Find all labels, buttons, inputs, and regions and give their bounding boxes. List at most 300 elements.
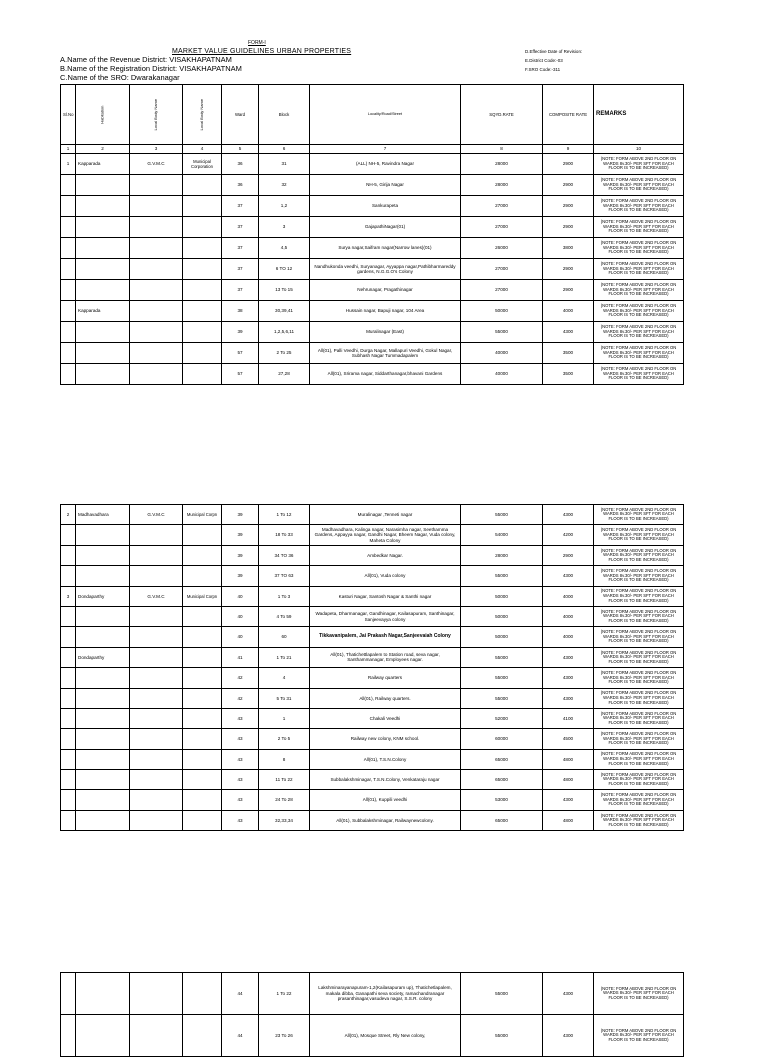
ward-cell: 38 — [222, 301, 259, 322]
ward-cell: 41 — [222, 647, 259, 667]
sqyd-rate-cell: 60000 — [461, 729, 543, 749]
col-header-habitation: Habitation — [76, 85, 130, 145]
habitation-cell — [76, 1015, 130, 1057]
remarks-cell: (NOTE: FORM ABOVE 2ND FLOOR ON WARDS 8v.30/- PER SFT FOR EACH FLOOR IS TO BE INCREASED) — [594, 668, 684, 688]
remarks-cell: (NOTE: FORM ABOVE 2ND FLOOR ON WARDS 8v.30/- PER SFT FOR EACH FLOOR IS TO BE INCREASED) — [594, 280, 684, 301]
locality-cell: Railway new colony, KNM school. — [310, 729, 461, 749]
col-header-composite-rate: COMPOSITE RATE — [543, 85, 594, 145]
habitation-cell — [76, 790, 130, 810]
habitation-cell — [76, 770, 130, 790]
table-row — [61, 259, 684, 280]
local-body-type-cell — [183, 1015, 222, 1057]
block-cell: 32 — [259, 175, 310, 196]
table-row — [61, 729, 684, 749]
local-body-type-cell — [183, 196, 222, 217]
habitation-cell — [76, 238, 130, 259]
table-row — [61, 586, 684, 606]
local-body-cell — [130, 810, 183, 830]
col-header-local-body: Local Body Name — [130, 85, 183, 145]
habitation-cell — [76, 196, 130, 217]
col-number: 6 — [259, 145, 310, 154]
local-body-cell — [130, 729, 183, 749]
table-row — [61, 364, 684, 385]
locality-cell: Muralinagar (East) — [310, 322, 461, 343]
composite-rate-cell: 2900 — [543, 217, 594, 238]
ward-cell: 44 — [222, 1015, 259, 1057]
slno-cell — [61, 343, 76, 364]
ward-cell: 37 — [222, 217, 259, 238]
habitation-cell — [76, 217, 130, 238]
habitation-cell: Kapparada — [76, 301, 130, 322]
table-row — [61, 790, 684, 810]
col-number: 4 — [183, 145, 222, 154]
local-body-type-cell — [183, 668, 222, 688]
local-body-cell — [130, 343, 183, 364]
locality-cell: All(01), Thatichettlapalem to Station road, seva nagar, Santhammanagar, Employees nagar. — [310, 647, 461, 667]
locality-cell: All(01), Vuda colony — [310, 566, 461, 586]
composite-rate-cell: 2900 — [543, 545, 594, 565]
ward-cell: 39 — [222, 505, 259, 525]
ward-cell: 40 — [222, 627, 259, 647]
ward-cell: 37 — [222, 280, 259, 301]
col-number: 3 — [130, 145, 183, 154]
table-row — [61, 238, 684, 259]
local-body-type-cell — [183, 280, 222, 301]
block-cell: 37 TO 63 — [259, 566, 310, 586]
composite-rate-cell: 4300 — [543, 1015, 594, 1057]
ward-cell: 39 — [222, 322, 259, 343]
block-cell: 3 — [259, 217, 310, 238]
locality-cell: All(01), Railway quarters. — [310, 688, 461, 708]
local-body-type-cell — [183, 749, 222, 769]
remarks-cell: (NOTE: FORM ABOVE 2ND FLOOR ON WARDS 8v.30/- PER SFT FOR EACH FLOOR IS TO BE INCREASED) — [594, 566, 684, 586]
sqyd-rate-cell: 28000 — [461, 175, 543, 196]
habitation-cell — [76, 280, 130, 301]
composite-rate-cell: 2900 — [543, 154, 594, 175]
composite-rate-cell: 4000 — [543, 606, 594, 626]
ward-cell: 39 — [222, 566, 259, 586]
col-header-ward: Ward — [222, 85, 259, 145]
local-body-type-cell — [183, 364, 222, 385]
col-header-locality: Locality/Road/Street — [310, 85, 461, 145]
col-header-remarks: REMARKS — [594, 85, 684, 145]
remarks-cell: (NOTE: FORM ABOVE 2ND FLOOR ON WARDS 8v.30/- PER SFT FOR EACH FLOOR IS TO BE INCREASED) — [594, 154, 684, 175]
composite-rate-cell: 4300 — [543, 647, 594, 667]
block-cell: 32,33,34 — [259, 810, 310, 830]
slno-cell — [61, 647, 76, 667]
sqyd-rate-cell: 55000 — [461, 505, 543, 525]
col-header-block: Block — [259, 85, 310, 145]
sqyd-rate-cell: 55000 — [461, 1015, 543, 1057]
remarks-cell: (NOTE: FORM ABOVE 2ND FLOOR ON WARDS 8v.30/- PER SFT FOR EACH FLOOR IS TO BE INCREASED) — [594, 606, 684, 626]
remarks-cell: (NOTE: FORM ABOVE 2ND FLOOR ON WARDS 8v.30/- PER SFT FOR EACH FLOOR IS TO BE INCREASED) — [594, 259, 684, 280]
ward-cell: 36 — [222, 175, 259, 196]
table-row — [61, 280, 684, 301]
form-label: FORM-I — [248, 40, 266, 46]
col-number: 5 — [222, 145, 259, 154]
local-body-cell — [130, 790, 183, 810]
local-body-cell — [130, 364, 183, 385]
block-cell: 11 To 22 — [259, 770, 310, 790]
sqyd-rate-cell: 55000 — [461, 973, 543, 1015]
local-body-cell — [130, 301, 183, 322]
slno-cell — [61, 364, 76, 385]
page-title: MARKET VALUE GUIDELINES URBAN PROPERTIES — [172, 48, 352, 55]
table-row — [61, 1015, 684, 1057]
ward-cell: 39 — [222, 545, 259, 565]
sqyd-rate-cell: 27000 — [461, 196, 543, 217]
habitation-cell — [76, 364, 130, 385]
slno-cell — [61, 688, 76, 708]
locality-cell: Sankurapeta — [310, 196, 461, 217]
block-cell: 1,2 — [259, 196, 310, 217]
composite-rate-cell: 4800 — [543, 810, 594, 830]
column-number-row — [61, 145, 684, 154]
local-body-cell — [130, 217, 183, 238]
block-cell: 4,5 — [259, 238, 310, 259]
composite-rate-cell: 4100 — [543, 708, 594, 728]
block-cell: 1,2,5,6,11 — [259, 322, 310, 343]
local-body-type-cell — [183, 545, 222, 565]
table-row — [61, 196, 684, 217]
slno-cell — [61, 545, 76, 565]
sqyd-rate-cell: 55000 — [461, 668, 543, 688]
habitation-cell — [76, 343, 130, 364]
habitation-cell — [76, 322, 130, 343]
slno-cell — [61, 217, 76, 238]
block-cell: 1 To 12 — [259, 505, 310, 525]
ward-cell: 43 — [222, 749, 259, 769]
sro-code: F.SRO Code:-311 — [525, 67, 561, 72]
local-body-type-cell — [183, 688, 222, 708]
local-body-type-cell: Municipal Corpn — [183, 586, 222, 606]
habitation-cell — [76, 749, 130, 769]
ward-cell: 57 — [222, 364, 259, 385]
composite-rate-cell: 4300 — [543, 566, 594, 586]
habitation-cell: Kapparada — [76, 154, 130, 175]
locality-cell: Nandhukonda veedhi, Suryanagar, Ayyappa nagar,Pathibharmareddy gardens, N.G.G.O's Colony — [310, 259, 461, 280]
block-cell: 60 — [259, 627, 310, 647]
sqyd-rate-cell: 55000 — [461, 688, 543, 708]
table-row — [61, 545, 684, 565]
block-cell: 2 To 5 — [259, 729, 310, 749]
effective-date: D.Effective Date of Revision: — [525, 49, 583, 54]
table-row — [61, 810, 684, 830]
valuation-table-page3 — [60, 972, 684, 1057]
local-body-type-cell: Municipal Corporation — [183, 154, 222, 175]
block-cell: 30,39,41 — [259, 301, 310, 322]
local-body-type-cell — [183, 259, 222, 280]
local-body-cell — [130, 175, 183, 196]
local-body-type-cell — [183, 566, 222, 586]
slno-cell — [61, 566, 76, 586]
slno-cell — [61, 790, 76, 810]
remarks-cell: (NOTE: FORM ABOVE 2ND FLOOR ON WARDS 8v.30/- PER SFT FOR EACH FLOOR IS TO BE INCREASED) — [594, 238, 684, 259]
ward-cell: 42 — [222, 668, 259, 688]
slno-cell: 3 — [61, 586, 76, 606]
slno-cell — [61, 606, 76, 626]
locality-cell: Chakali Veedhi — [310, 708, 461, 728]
remarks-cell: (NOTE: FORM ABOVE 2ND FLOOR ON WARDS 8v.30/- PER SFT FOR EACH FLOOR IS TO BE INCREASED) — [594, 790, 684, 810]
habitation-cell — [76, 606, 130, 626]
sqyd-rate-cell: 40000 — [461, 343, 543, 364]
slno-cell — [61, 708, 76, 728]
local-body-type-cell — [183, 708, 222, 728]
table-row — [61, 566, 684, 586]
ward-cell: 39 — [222, 525, 259, 545]
local-body-cell: G.V.M.C — [130, 154, 183, 175]
sqyd-rate-cell: 28000 — [461, 545, 543, 565]
local-body-cell — [130, 238, 183, 259]
sqyd-rate-cell: 27000 — [461, 280, 543, 301]
habitation-cell — [76, 973, 130, 1015]
habitation-cell: Dondaparthy — [76, 647, 130, 667]
local-body-cell — [130, 973, 183, 1015]
local-body-type-cell — [183, 790, 222, 810]
slno-cell — [61, 259, 76, 280]
local-body-type-cell — [183, 810, 222, 830]
remarks-cell: (NOTE: FORM ABOVE 2ND FLOOR ON WARDS 8v.30/- PER SFT FOR EACH FLOOR IS TO BE INCREASED) — [594, 749, 684, 769]
remarks-cell: (NOTE: FORM ABOVE 2ND FLOOR ON WARDS 8v.30/- PER SFT FOR EACH FLOOR IS TO BE INCREASED) — [594, 708, 684, 728]
table-row — [61, 525, 684, 545]
locality-cell: GajapathiNagar(01) — [310, 217, 461, 238]
local-body-type-cell: Municipal Corpn — [183, 505, 222, 525]
remarks-cell: (NOTE: FORM ABOVE 2ND FLOOR ON WARDS 8v.30/- PER SFT FOR EACH FLOOR IS TO BE INCREASED) — [594, 343, 684, 364]
slno-cell — [61, 668, 76, 688]
local-body-cell — [130, 525, 183, 545]
locality-cell: Tikkavanipalem, Jai Prakash Nagar,Sanjeevaiah Colony — [310, 627, 461, 647]
locality-cell: Subbalakshminagar, T.S.N.Colony, Venkataraju nagar — [310, 770, 461, 790]
ward-cell: 37 — [222, 196, 259, 217]
slno-cell — [61, 196, 76, 217]
composite-rate-cell: 3500 — [543, 343, 594, 364]
habitation-cell — [76, 259, 130, 280]
sqyd-rate-cell: 55000 — [461, 566, 543, 586]
local-body-type-cell — [183, 647, 222, 667]
sqyd-rate-cell: 65000 — [461, 749, 543, 769]
sro-name: C.Name of the SRO: Dwarakanagar — [60, 73, 180, 82]
composite-rate-cell: 2900 — [543, 280, 594, 301]
habitation-cell — [76, 668, 130, 688]
ward-cell: 57 — [222, 343, 259, 364]
table-row — [61, 217, 684, 238]
composite-rate-cell: 4300 — [543, 505, 594, 525]
remarks-cell: (NOTE: FORM ABOVE 2ND FLOOR ON WARDS 8v.30/- PER SFT FOR EACH FLOOR IS TO BE INCREASED) — [594, 973, 684, 1015]
local-body-cell — [130, 196, 183, 217]
ward-cell: 40 — [222, 606, 259, 626]
locality-cell: All(01), T.S.N.Colony — [310, 749, 461, 769]
ward-cell: 37 — [222, 259, 259, 280]
col-number: 1 — [61, 145, 76, 154]
habitation-cell — [76, 175, 130, 196]
local-body-cell — [130, 606, 183, 626]
habitation-cell — [76, 729, 130, 749]
locality-cell: (ALL) NH-5, Ravindra Nagar — [310, 154, 461, 175]
remarks-cell: (NOTE: FORM ABOVE 2ND FLOOR ON WARDS 8v.30/- PER SFT FOR EACH FLOOR IS TO BE INCREASED) — [594, 525, 684, 545]
remarks-cell: (NOTE: FORM ABOVE 2ND FLOOR ON WARDS 8v.30/- PER SFT FOR EACH FLOOR IS TO BE INCREASED) — [594, 627, 684, 647]
block-cell: 4 — [259, 668, 310, 688]
table-row — [61, 175, 684, 196]
local-body-cell — [130, 668, 183, 688]
sqyd-rate-cell: 40000 — [461, 364, 543, 385]
slno-cell — [61, 525, 76, 545]
remarks-cell: (NOTE: FORM ABOVE 2ND FLOOR ON WARDS 8v.30/- PER SFT FOR EACH FLOOR IS TO BE INCREASED) — [594, 1015, 684, 1057]
slno-cell — [61, 301, 76, 322]
locality-cell: All(01), Srirama nagar, Siddarthanagar,bhavani Gardens — [310, 364, 461, 385]
slno-cell: 2 — [61, 505, 76, 525]
local-body-cell — [130, 322, 183, 343]
ward-cell: 43 — [222, 770, 259, 790]
col-number: 9 — [543, 145, 594, 154]
block-cell: 1 To 22 — [259, 973, 310, 1015]
col-header-local-body-2: Local Body Name — [183, 85, 222, 145]
composite-rate-cell: 3500 — [543, 364, 594, 385]
slno-cell — [61, 322, 76, 343]
remarks-cell: (NOTE: FORM ABOVE 2ND FLOOR ON WARDS 8v.30/- PER SFT FOR EACH FLOOR IS TO BE INCREASED) — [594, 505, 684, 525]
revenue-district: A.Name of the Revenue District: VISAKHAPATNAM — [60, 55, 232, 64]
table-row — [61, 343, 684, 364]
block-cell: 34 TO 36 — [259, 545, 310, 565]
table-row — [61, 301, 684, 322]
local-body-type-cell — [183, 322, 222, 343]
block-cell: 6 TO 12 — [259, 259, 310, 280]
remarks-cell: (NOTE: FORM ABOVE 2ND FLOOR ON WARDS 8v.30/- PER SFT FOR EACH FLOOR IS TO BE INCREASED) — [594, 647, 684, 667]
table-row — [61, 606, 684, 626]
table-row — [61, 688, 684, 708]
local-body-cell — [130, 688, 183, 708]
slno-cell — [61, 810, 76, 830]
sqyd-rate-cell: 54000 — [461, 525, 543, 545]
locality-cell: All(01), Subbalakshminagar, Railwaynewcolony. — [310, 810, 461, 830]
ward-cell: 43 — [222, 790, 259, 810]
remarks-cell: (NOTE: FORM ABOVE 2ND FLOOR ON WARDS 8v.30/- PER SFT FOR EACH FLOOR IS TO BE INCREASED) — [594, 301, 684, 322]
habitation-cell: Dondaparthy — [76, 586, 130, 606]
remarks-cell: (NOTE: FORM ABOVE 2ND FLOOR ON WARDS 8v.30/- PER SFT FOR EACH FLOOR IS TO BE INCREASED) — [594, 810, 684, 830]
table-row — [61, 708, 684, 728]
composite-rate-cell: 2900 — [543, 259, 594, 280]
slno-cell — [61, 973, 76, 1015]
col-header-slno: Sl.No — [61, 85, 76, 145]
composite-rate-cell: 4300 — [543, 668, 594, 688]
table-row — [61, 749, 684, 769]
local-body-cell — [130, 708, 183, 728]
local-body-cell — [130, 280, 183, 301]
habitation-cell — [76, 708, 130, 728]
habitation-cell: Madhavadhara — [76, 505, 130, 525]
sqyd-rate-cell: 55000 — [461, 647, 543, 667]
ward-cell: 40 — [222, 586, 259, 606]
local-body-cell: G.V.M.C — [130, 586, 183, 606]
composite-rate-cell: 4300 — [543, 322, 594, 343]
sqyd-rate-cell: 26000 — [461, 238, 543, 259]
remarks-cell: (NOTE: FORM ABOVE 2ND FLOOR ON WARDS 8v.30/- PER SFT FOR EACH FLOOR IS TO BE INCREASED) — [594, 770, 684, 790]
sqyd-rate-cell: 50000 — [461, 586, 543, 606]
block-cell: 31 — [259, 154, 310, 175]
local-body-cell — [130, 1015, 183, 1057]
table-row — [61, 154, 684, 175]
local-body-type-cell — [183, 238, 222, 259]
table-row — [61, 973, 684, 1015]
local-body-type-cell — [183, 627, 222, 647]
ward-cell: 36 — [222, 154, 259, 175]
slno-cell — [61, 627, 76, 647]
remarks-cell: (NOTE: FORM ABOVE 2ND FLOOR ON WARDS 8v.30/- PER SFT FOR EACH FLOOR IS TO BE INCREASED) — [594, 586, 684, 606]
block-cell: 1 To 21 — [259, 647, 310, 667]
remarks-cell: (NOTE: FORM ABOVE 2ND FLOOR ON WARDS 8v.30/- PER SFT FOR EACH FLOOR IS TO BE INCREASED) — [594, 175, 684, 196]
local-body-type-cell — [183, 606, 222, 626]
table-row — [61, 647, 684, 667]
locality-cell: Surya nagar,Saifram nagar(Narrow lanes)(01) — [310, 238, 461, 259]
block-cell: 18 To 33 — [259, 525, 310, 545]
local-body-cell — [130, 259, 183, 280]
block-cell: 4 To 59 — [259, 606, 310, 626]
sqyd-rate-cell: 65000 — [461, 810, 543, 830]
ward-cell: 37 — [222, 238, 259, 259]
sqyd-rate-cell: 55000 — [461, 322, 543, 343]
remarks-cell: (NOTE: FORM ABOVE 2ND FLOOR ON WARDS 8v.30/- PER SFT FOR EACH FLOOR IS TO BE INCREASED) — [594, 545, 684, 565]
block-cell: 27,28 — [259, 364, 310, 385]
local-body-cell — [130, 545, 183, 565]
locality-cell: Lakshminarayanapuram-1,2(Kailasapuram up), Thatichetlapalem, makala dibba, Ganapathi seva society, ramachandranagar prasanthinagar,vasudeva nagar, S.S.R. colony — [310, 973, 461, 1015]
locality-cell: Railway quarters — [310, 668, 461, 688]
ward-cell: 44 — [222, 973, 259, 1015]
ward-cell: 43 — [222, 810, 259, 830]
block-cell: 5 To 31 — [259, 688, 310, 708]
sqyd-rate-cell: 53000 — [461, 790, 543, 810]
registration-district: B.Name of the Registration District: VISAKHAPATNAM — [60, 64, 242, 73]
locality-cell: All(01), Kuppili veedhi — [310, 790, 461, 810]
composite-rate-cell: 4200 — [543, 525, 594, 545]
locality-cell: All(01), Palli Veedhi, Durga Nagar, Mallapuri Veedhi, Gokul Nagar, Subhash Nagar Tummadapalem — [310, 343, 461, 364]
table-row — [61, 322, 684, 343]
locality-cell: Madhavadhara, Kalinga nagar, Narasimha nagar, Seethamma Gardens, Appayya nagar, Gandhi Nagar, Bheem Nagar, Vuda colony, Maheta Colony — [310, 525, 461, 545]
local-body-type-cell — [183, 525, 222, 545]
locality-cell: NH-5, Girija Nagar — [310, 175, 461, 196]
composite-rate-cell: 4500 — [543, 729, 594, 749]
composite-rate-cell: 4000 — [543, 586, 594, 606]
habitation-cell — [76, 688, 130, 708]
sqyd-rate-cell: 50000 — [461, 301, 543, 322]
habitation-cell — [76, 627, 130, 647]
slno-cell — [61, 749, 76, 769]
sqyd-rate-cell: 27000 — [461, 259, 543, 280]
local-body-cell — [130, 627, 183, 647]
block-cell: 23 To 26 — [259, 1015, 310, 1057]
habitation-cell — [76, 545, 130, 565]
composite-rate-cell: 4800 — [543, 749, 594, 769]
local-body-cell — [130, 770, 183, 790]
composite-rate-cell: 2900 — [543, 175, 594, 196]
local-body-cell: G.V.M.C — [130, 505, 183, 525]
col-number: 8 — [461, 145, 543, 154]
habitation-cell — [76, 810, 130, 830]
composite-rate-cell: 4000 — [543, 301, 594, 322]
locality-cell: All(01), Mosque Street, Rly New colony, — [310, 1015, 461, 1057]
sqyd-rate-cell: 52000 — [461, 708, 543, 728]
sqyd-rate-cell: 50000 — [461, 627, 543, 647]
local-body-cell — [130, 566, 183, 586]
habitation-cell — [76, 566, 130, 586]
locality-cell: Nehrunagar, Pragathinagar — [310, 280, 461, 301]
composite-rate-cell: 4300 — [543, 973, 594, 1015]
col-number: 2 — [76, 145, 130, 154]
slno-cell — [61, 770, 76, 790]
table-row — [61, 505, 684, 525]
col-number: 7 — [310, 145, 461, 154]
district-code: E.District Code:-03 — [525, 58, 563, 63]
remarks-cell: (NOTE: FORM ABOVE 2ND FLOOR ON WARDS 8v.30/- PER SFT FOR EACH FLOOR IS TO BE INCREASED) — [594, 196, 684, 217]
locality-cell: Hussain nagar, Bapuji nagar, 104 Area — [310, 301, 461, 322]
